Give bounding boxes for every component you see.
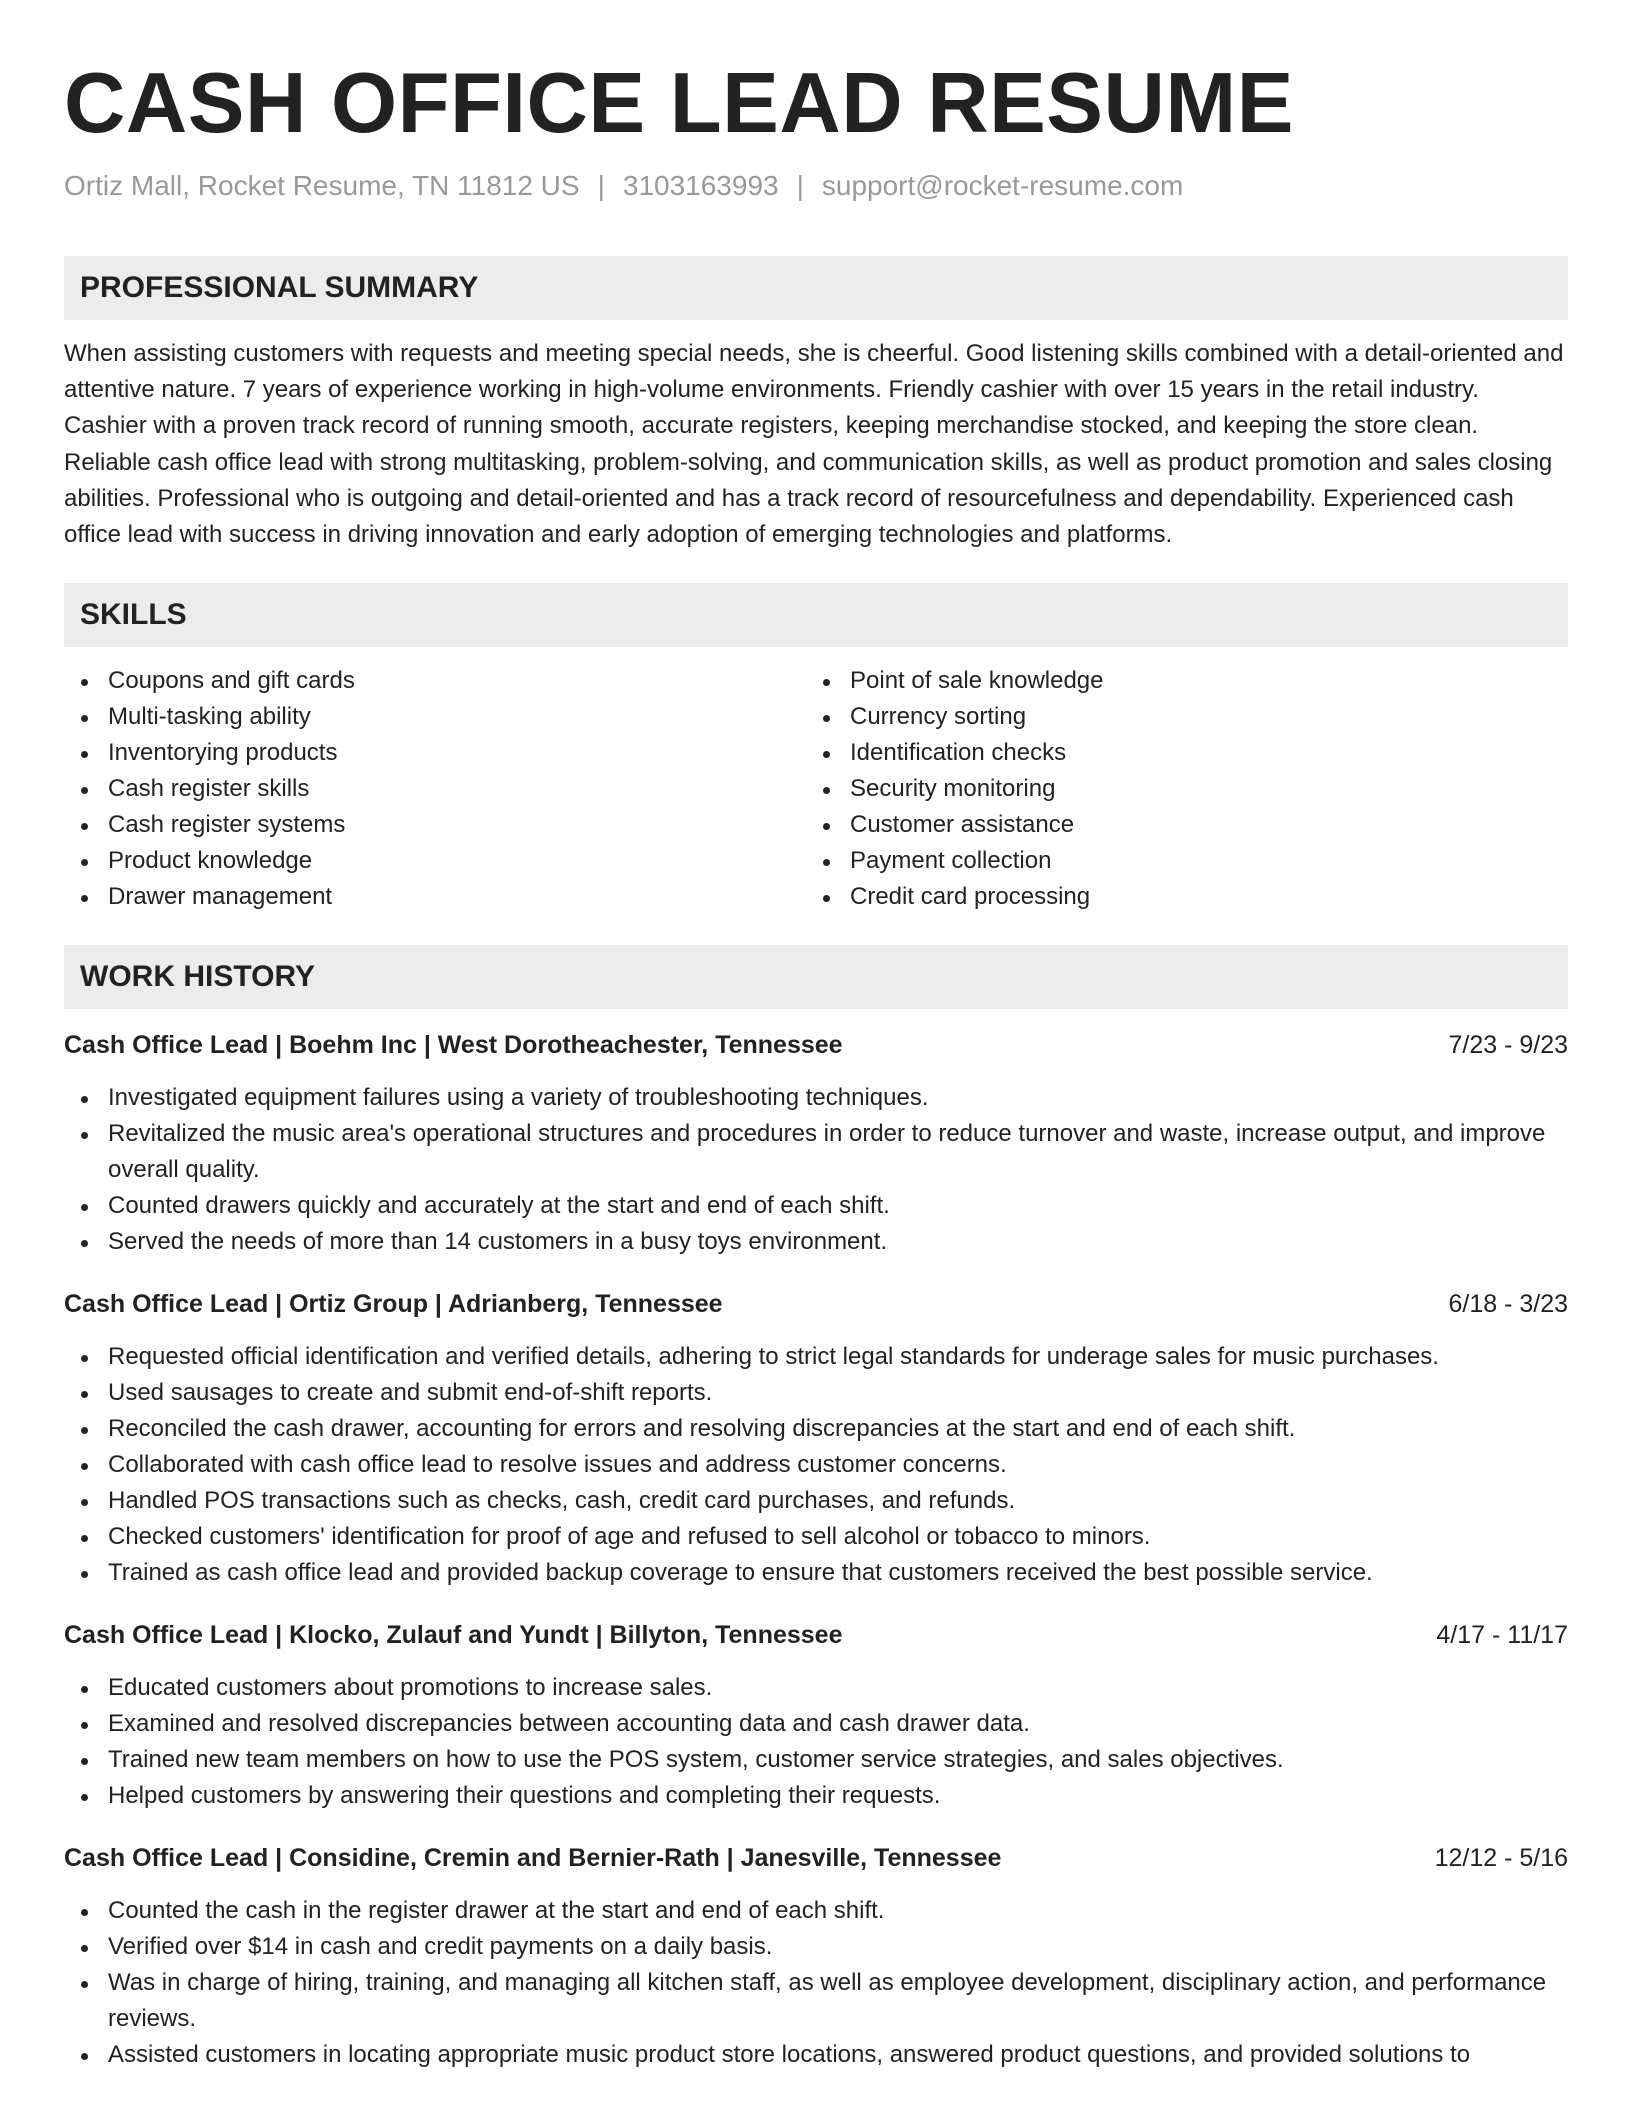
job-entry (64, 1840, 1568, 2073)
job-entry (64, 1286, 1568, 1591)
skill-item: Payment collection (806, 843, 1548, 879)
work-history-section (64, 945, 1568, 2073)
job-bullet: Checked customers' identification for proof of age and refused to sell alcohol or tobacco to minors. (64, 1519, 1568, 1555)
job-bullets (64, 1339, 1568, 1591)
skill-item: Point of sale knowledge (806, 663, 1548, 699)
skill-item: Identification checks (806, 735, 1548, 771)
skill-item: Coupons and gift cards (64, 663, 806, 699)
job-bullet: Reconciled the cash drawer, accounting for errors and resolving discrepancies at the start and end of each shift. (64, 1411, 1568, 1447)
skill-item: Customer assistance (806, 807, 1548, 843)
job-header (64, 1617, 1568, 1653)
job-bullet: Handled POS transactions such as checks, cash, credit card purchases, and refunds. (64, 1483, 1568, 1519)
skills-columns (64, 663, 1568, 915)
job-dates: 12/12 - 5/16 (1434, 1844, 1568, 1873)
job-bullet: Helped customers by answering their questions and completing their requests. (64, 1778, 1568, 1814)
job-title: Cash Office Lead | Klocko, Zulauf and Yundt | Billyton, Tennessee (64, 1621, 843, 1650)
contact-line (64, 168, 1568, 204)
job-bullet: Counted drawers quickly and accurately at the start and end of each shift. (64, 1188, 1568, 1224)
skill-item: Product knowledge (64, 843, 806, 879)
job-bullet: Investigated equipment failures using a variety of troubleshooting techniques. (64, 1080, 1568, 1116)
section-header (64, 583, 1568, 647)
skill-item: Credit card processing (806, 879, 1548, 915)
job-bullet: Served the needs of more than 14 customers in a busy toys environment. (64, 1224, 1568, 1260)
skill-item: Drawer management (64, 879, 806, 915)
skill-item: Cash register skills (64, 771, 806, 807)
job-bullet: Verified over $14 in cash and credit payments on a daily basis. (64, 1929, 1568, 1965)
job-bullet: Trained new team members on how to use the POS system, customer service strategies, and sales objectives. (64, 1742, 1568, 1778)
job-bullet: Revitalized the music area's operational structures and procedures in order to reduce turnover and waste, increase output, and improve overall quality. (64, 1116, 1568, 1188)
section-heading-work: WORK HISTORY (80, 960, 316, 994)
job-bullet: Educated customers about promotions to increase sales. (64, 1670, 1568, 1706)
job-bullet: Assisted customers in locating appropriate music product store locations, answered product questions, and provided solutions to (64, 2037, 1568, 2073)
section-header (64, 945, 1568, 1009)
job-header (64, 1027, 1568, 1063)
job-entry (64, 1027, 1568, 1260)
contact-address: Ortiz Mall, Rocket Resume, TN 11812 US (64, 170, 580, 201)
skills-section (64, 583, 1568, 915)
job-bullets (64, 1893, 1568, 2073)
job-header (64, 1840, 1568, 1876)
job-bullet: Requested official identification and verified details, adhering to strict legal standards for underage sales for music purchases. (64, 1339, 1568, 1375)
section-heading-summary: PROFESSIONAL SUMMARY (80, 271, 479, 304)
summary-text: When assisting customers with requests and meeting special needs, she is cheerful. Good listening skills combined with a detail-oriented and attentive nature. 7 years of experience working in high-volume environments. Friendly cashier with over 15 years in the retail industry. Cashier with a proven track record of running smooth, accurate registers, keeping merchandise stocked, and keeping the store clean. Reliable cash office lead with strong multitasking, problem-solving, and communication skills, as well as product promotion and sales closing abilities. Professional who is outgoing and detail-oriented and has a track record of resourcefulness and dependability. Experienced cash office lead with success in driving innovation and early adoption of emerging technologies and platforms. (64, 340, 1564, 549)
section-heading-skills: SKILLS (80, 598, 187, 632)
job-entry (64, 1617, 1568, 1814)
skills-list-right (806, 663, 1548, 915)
job-bullet: Trained as cash office lead and provided backup coverage to ensure that customers received the best possible service. (64, 1555, 1568, 1591)
job-title: Cash Office Lead | Ortiz Group | Adrianberg, Tennessee (64, 1290, 723, 1319)
job-bullet: Was in charge of hiring, training, and managing all kitchen staff, as well as employee development, disciplinary action, and performance reviews. (64, 1965, 1568, 2037)
skill-item: Cash register systems (64, 807, 806, 843)
job-bullets (64, 1080, 1568, 1260)
skill-item: Security monitoring (806, 771, 1548, 807)
contact-email: support@rocket-resume.com (821, 170, 1184, 201)
skill-item: Inventorying products (64, 735, 806, 771)
job-bullets (64, 1670, 1568, 1814)
skill-item: Multi-tasking ability (64, 699, 806, 735)
job-title: Cash Office Lead | Boehm Inc | West Dorotheachester, Tennessee (64, 1031, 843, 1060)
job-bullet: Counted the cash in the register drawer at the start and end of each shift. (64, 1893, 1568, 1929)
skill-item: Currency sorting (806, 699, 1548, 735)
job-header (64, 1286, 1568, 1322)
skills-list-left (64, 663, 806, 915)
job-title: Cash Office Lead | Considine, Cremin and Bernier-Rath | Janesville, Tennessee (64, 1844, 1002, 1873)
resume-title: CASH OFFICE LEAD RESUME (64, 56, 1294, 151)
contact-phone: 3103163993 (622, 170, 779, 201)
job-bullet: Used sausages to create and submit end-of-shift reports. (64, 1375, 1568, 1411)
contact-separator: | (796, 170, 804, 201)
job-dates: 4/17 - 11/17 (1436, 1621, 1568, 1650)
job-dates: 6/18 - 3/23 (1448, 1290, 1568, 1319)
professional-summary-section (64, 256, 1568, 553)
job-bullet: Examined and resolved discrepancies between accounting data and cash drawer data. (64, 1706, 1568, 1742)
section-header (64, 256, 1568, 320)
job-bullet: Collaborated with cash office lead to resolve issues and address customer concerns. (64, 1447, 1568, 1483)
contact-separator: | (597, 170, 605, 201)
job-dates: 7/23 - 9/23 (1448, 1031, 1568, 1060)
